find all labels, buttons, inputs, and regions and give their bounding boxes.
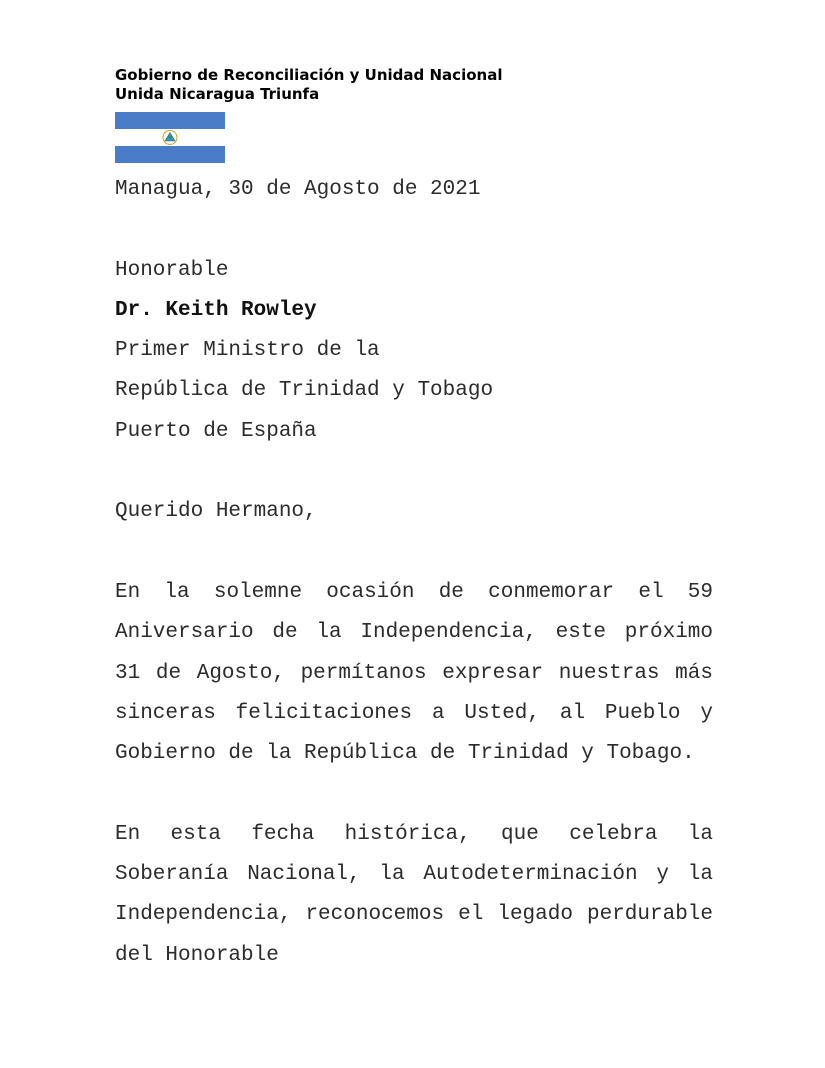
body-paragraph: En la solemne ocasión de conmemorar el 59 Aniversario de la Independencia, este próximo 31 de Agosto, permítanos expresar nuestras más sinceras felicitaciones a Usted, al Pueblo y Gobierno de la República de Trinidad y Tobago. [115,580,713,766]
body-paragraph: En esta fecha histórica, que celebra la Soberanía Nacional, la Autodeterminación y la Independencia, reconocemos el legado perdurable del Honorable [115,822,713,967]
recipient-city: Puerto de España [115,419,317,443]
nicaragua-flag-icon [115,112,225,163]
recipient-salutation-title: Honorable [115,258,229,282]
letter-greeting: Querido Hermano, [115,500,317,524]
recipient-name: Dr. Keith Rowley [115,298,317,322]
letter-date: Managua, 30 de Agosto de 2021 [115,178,481,201]
letter-body [115,170,713,976]
recipient-country: República de Trinidad y Tobago [115,379,494,403]
letterhead-government-name: Gobierno de Reconciliación y Unidad Nacional [115,66,503,84]
recipient-position: Primer Ministro de la [115,339,380,363]
letterhead [115,66,502,104]
letterhead-slogan: Unida Nicaragua Triunfa [115,85,320,103]
